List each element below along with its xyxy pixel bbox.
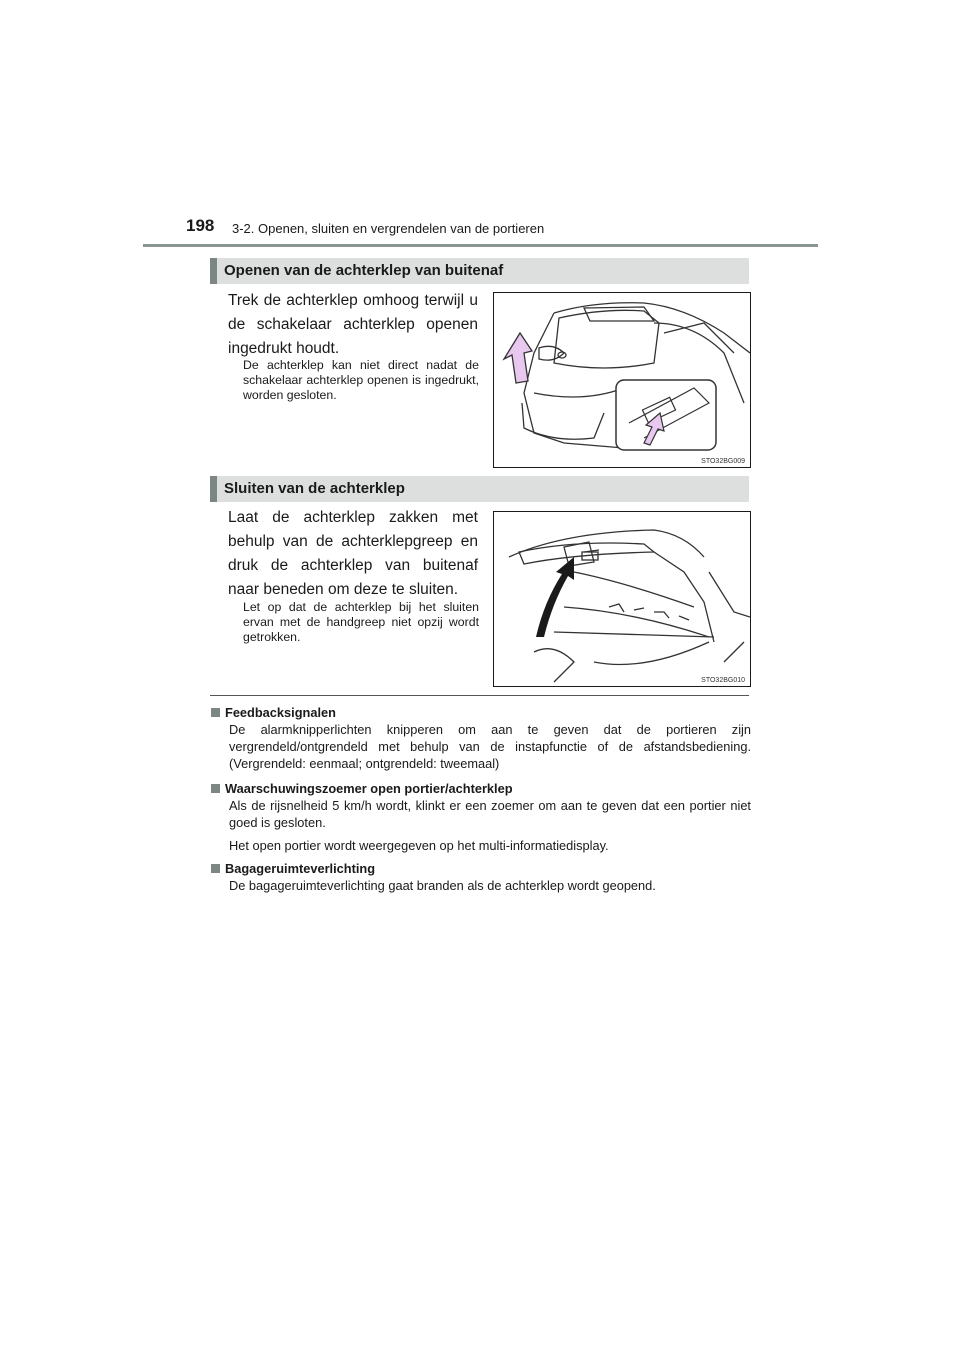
note-open: De achterklep kan niet direct nadat de schakelaar achterklep openen is ingedrukt, worden gesloten. (243, 358, 479, 402)
chapter-title: 3-2. Openen, sluiten en vergrendelen van de portieren (232, 221, 545, 236)
note-item-warning-buzzer (211, 780, 751, 854)
push-arrow-icon (536, 557, 574, 637)
note-paragraph: Als de rijsnelheid 5 km/h wordt, klinkt er een zoemer om aan te geven dat een portier niet goed is gesloten. (229, 798, 751, 830)
figure-close-tailgate (493, 511, 751, 687)
lift-arrow-icon (504, 333, 532, 383)
header-divider (143, 244, 818, 247)
instruction-close: Laat de achterklep zakken met behulp van de achterklepgreep en druk de achterklep van buitenaf naar beneden om deze te sluiten. (228, 509, 478, 598)
car-rear-illustration (494, 293, 750, 467)
note-paragraph: Het open portier wordt weergegeven op het multi-informatiedisplay. (229, 838, 609, 853)
page-number: 198 (186, 216, 215, 235)
section-marker (210, 258, 217, 284)
section-title: Openen van de achterklep van buitenaf (224, 262, 504, 279)
note-item-luggage-light (211, 860, 751, 894)
section-heading-close (210, 476, 749, 502)
open-tailgate-illustration (494, 512, 750, 686)
note-title: Bagageruimteverlichting (225, 861, 376, 876)
instruction-open: Trek de achterklep omhoog terwijl u de schakelaar achterklep openen ingedrukt houdt. (228, 292, 478, 357)
notes-divider (210, 695, 749, 696)
bullet-square-icon (211, 784, 220, 793)
note-title: Waarschuwingszoemer open portier/achterklep (225, 781, 513, 796)
figure-code: STO32BG010 (701, 677, 745, 684)
note-close: Let op dat de achterklep bij het sluiten ervan met de handgreep niet opzij wordt getrokken. (243, 600, 479, 644)
figure-open-tailgate (493, 292, 751, 468)
bullet-square-icon (211, 708, 220, 717)
section-heading-open (210, 258, 749, 284)
bullet-square-icon (211, 864, 220, 873)
note-paragraph: De bagageruimteverlichting gaat branden als de achterklep wordt geopend. (229, 878, 656, 893)
section-marker (210, 476, 217, 502)
section-title: Sluiten van de achterklep (224, 480, 405, 497)
note-paragraph: De alarmknipperlichten knipperen om aan te geven dat de portieren zijn vergrendeld/ontgrendeld met behulp van de instapfunctie of de afstandsbediening. (Vergrendeld: eenmaal; ontgrendeld: tweemaal) (229, 722, 751, 771)
note-title: Feedbacksignalen (225, 705, 336, 720)
figure-code: STO32BG009 (701, 458, 745, 465)
note-item-feedback (211, 704, 751, 772)
